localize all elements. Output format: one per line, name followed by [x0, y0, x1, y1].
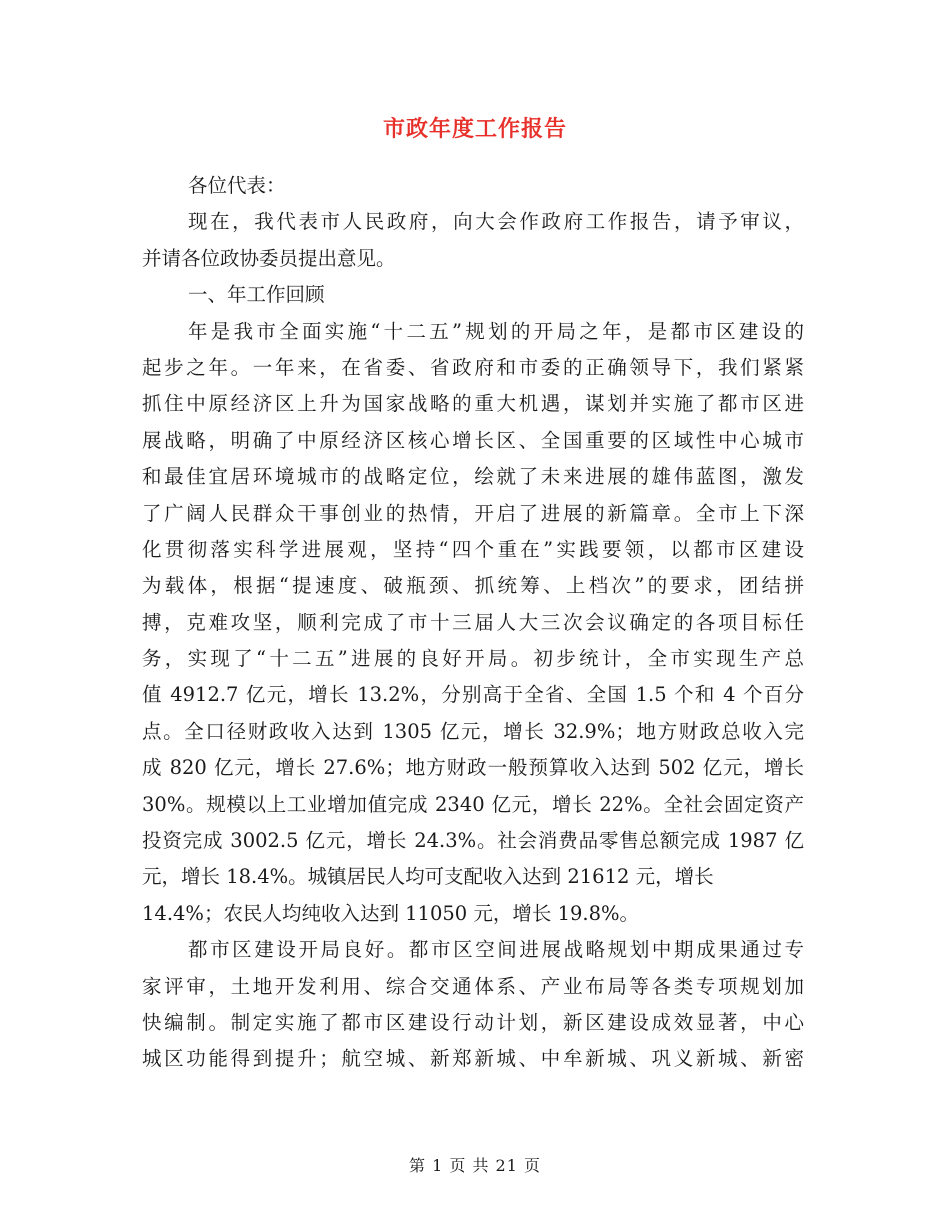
- text-line: 快编制。制定实施了都市区建设行动计划，新区建设成效显著，中心: [142, 1010, 804, 1034]
- text-line: 了广阔人民群众干事创业的热情，开启了进展的新篇章。全市上下深: [142, 501, 804, 525]
- text-line: 起步之年。一年来，在省委、省政府和市委的正确领导下，我们紧紧: [142, 355, 804, 379]
- text-line: 各位代表：: [188, 174, 286, 197]
- text-line: 化贯彻落实科学进展观，坚持“四个重在”实践要领，以都市区建设: [142, 537, 804, 561]
- text-line: 14.4%；农民人均纯收入达到 11050 元，增长 19.8%。: [142, 901, 640, 925]
- text-line: 30%。规模以上工业增加值完成 2340 亿元，增长 22%。全社会固定资产: [142, 792, 804, 816]
- text-line: 展战略，明确了中原经济区核心增长区、全国重要的区域性中心城市: [142, 428, 804, 452]
- text-line: 搏，克难攻坚，顺利完成了市十三届人大三次会议确定的各项目标任: [142, 610, 804, 634]
- page-footer: 第 1 页 共 21 页: [409, 1156, 541, 1175]
- text-line: 投资完成 3002.5 亿元，增长 24.3%。社会消费品零售总额完成 1987 亿: [142, 829, 804, 853]
- text-line: 值 4912.7 亿元，增长 13.2%，分别高于全省、全国 1.5 个和 4 个百分: [142, 683, 804, 707]
- text-line: 务，实现了“十二五”进展的良好开局。初步统计，全市实现生产总: [142, 647, 804, 671]
- text-line: 都市区建设开局良好。都市区空间进展战略规划中期成果通过专: [188, 938, 804, 962]
- text-line: 点。全口径财政收入达到 1305 亿元，增长 32.9%；地方财政总收入完: [142, 719, 804, 743]
- document-title: 市政年度工作报告: [382, 116, 567, 142]
- text-line: 抓住中原经济区上升为国家战略的重大机遇，谋划并实施了都市区进: [142, 392, 804, 416]
- text-line: 城区功能得到提升；航空城、新郑新城、中牟新城、巩义新城、新密: [142, 1047, 804, 1071]
- text-line: 现在，我代表市人民政府，向大会作政府工作报告，请予审议，: [188, 210, 804, 234]
- text-line: 为载体，根据“提速度、破瓶颈、抓统筹、上档次”的要求，团结拼: [142, 574, 804, 598]
- text-line: 年是我市全面实施“十二五”规划的开局之年，是都市区建设的: [188, 319, 804, 343]
- text-line: 家评审，土地开发利用、综合交通体系、产业布局等各类专项规划加: [142, 974, 804, 998]
- text-line: 一、年工作回顾: [188, 283, 325, 307]
- text-line: 成 820 亿元，增长 27.6%；地方财政一般预算收入达到 502 亿元，增长: [142, 756, 804, 780]
- document-body: [142, 168, 804, 1078]
- text-line: 并请各位政协委员提出意见。: [142, 246, 396, 270]
- text-line: 和最佳宜居环境城市的战略定位，绘就了未来进展的雄伟蓝图，激发: [142, 465, 804, 489]
- text-line: 元，增长 18.4%。城镇居民人均可支配收入达到 21612 元，增长: [142, 865, 714, 889]
